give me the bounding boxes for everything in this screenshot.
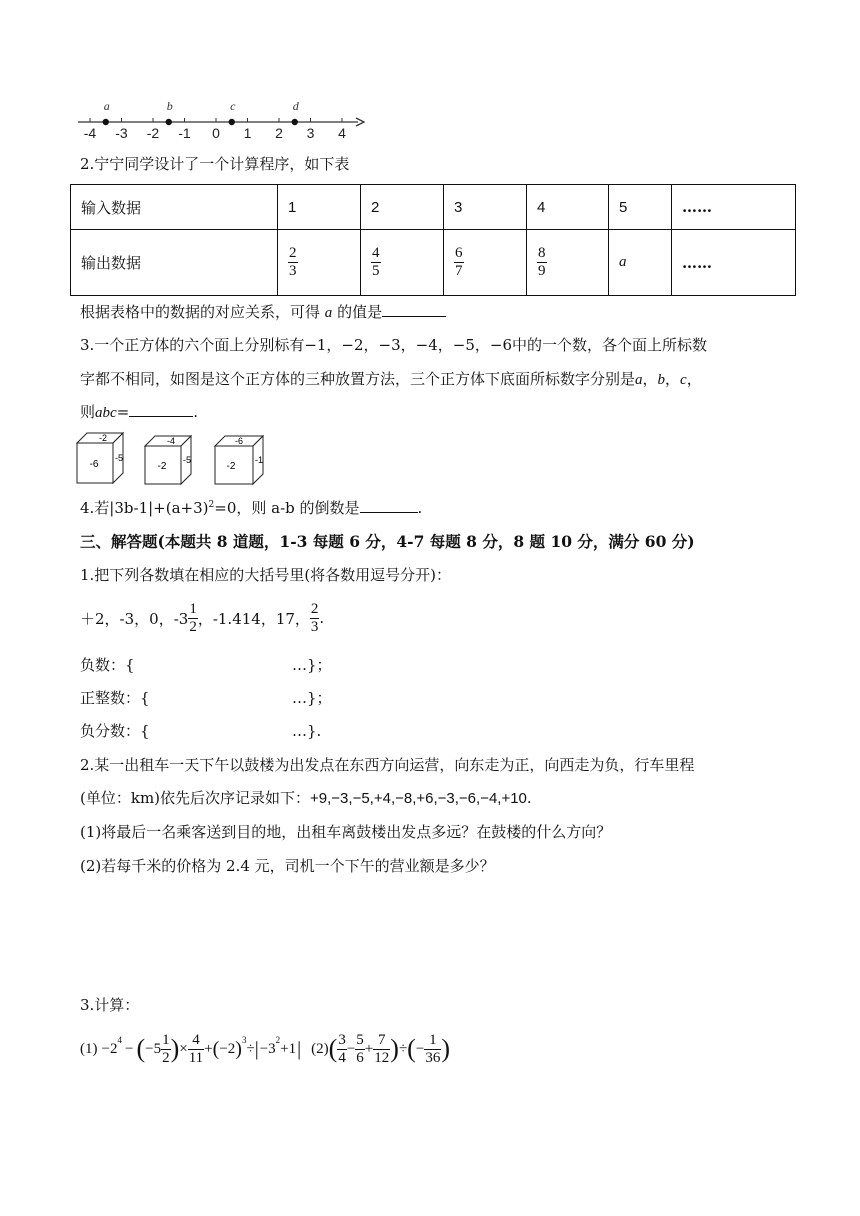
input-cell: 5 bbox=[609, 185, 672, 230]
answer-blank[interactable] bbox=[360, 512, 418, 513]
q3-line2: 字都不相同，如图是这个正方体的三种放置方法，三个正方体下底面所标数字分别是a，b，c， bbox=[80, 370, 702, 388]
number-line-tick-label: -3 bbox=[115, 125, 128, 141]
s2-q1: (1)将最后一名乘客送到目的地，出租车离鼓楼出发点多远？在鼓楼的什么方向？ bbox=[80, 823, 612, 841]
cube-side-label: -5 bbox=[114, 453, 124, 463]
input-header: 输入数据 bbox=[71, 185, 278, 230]
number-line-tick-label: 3 bbox=[306, 125, 315, 141]
s2-line2: (单位：km)依先后次序记录如下：+9,−3,−5,+4,−8,+6,−3,−6,−4,+10. bbox=[80, 789, 532, 807]
answer-blank[interactable] bbox=[382, 316, 446, 317]
cube-top-label: -2 bbox=[98, 433, 108, 443]
output-fraction: $\frac{4}{5}$ bbox=[372, 245, 380, 279]
fraction: $\frac{7}{12}$ bbox=[374, 1031, 390, 1066]
s2-line1: 2.某一出租车一天下午以鼓楼为出发点在东西方向运营，向东走为正，向西走为负，行车里程 bbox=[80, 756, 695, 774]
s1-intro: 1.把下列各数填在相应的大括号里(将各数用逗号分开)： bbox=[80, 566, 452, 584]
program-table bbox=[70, 184, 796, 296]
output-fraction: $\frac{8}{9}$ bbox=[538, 245, 546, 279]
number-line-point-label: c bbox=[230, 99, 236, 113]
fraction: $\frac{5}{6}$ bbox=[356, 1031, 364, 1066]
cube-top-label: -6 bbox=[234, 436, 244, 446]
cube-top-label: -4 bbox=[166, 436, 176, 446]
cube-1 bbox=[77, 433, 123, 483]
fraction: $\frac{2}{3}$ bbox=[310, 600, 319, 635]
number-line-tick-label: 1 bbox=[243, 125, 252, 141]
number-line-tick-label: -4 bbox=[83, 125, 97, 141]
output-fraction: $\frac{6}{7}$ bbox=[455, 245, 463, 279]
output-header: 输出数据 bbox=[71, 230, 278, 296]
number-line-tick-label: 2 bbox=[275, 125, 283, 141]
set-negative: 负数：{ …}； bbox=[80, 656, 332, 674]
q4-text: 4.若$|3b-1|+(a+3)^2=0$，则 a-b 的倒数是 . bbox=[80, 499, 423, 517]
mixed-fraction: $\frac{1}{2}$ bbox=[189, 600, 197, 635]
number-line-point-label: b bbox=[166, 99, 173, 113]
q3-line1: 3.一个正方体的六个面上分别标有−1，−2，−3，−4，−5，−6中的一个数，各个面上所标数 bbox=[80, 336, 707, 354]
output-more: …… bbox=[672, 230, 796, 296]
number-line-tick-label: -1 bbox=[178, 125, 191, 141]
cube-figures bbox=[74, 430, 274, 486]
cube-3 bbox=[215, 436, 263, 484]
input-cell: 1 bbox=[278, 185, 361, 230]
cube-side-label: -1 bbox=[254, 455, 264, 465]
number-line-point-label: d bbox=[292, 99, 299, 113]
section-title: 三、解答题(本题共 8 道题，1-3 每题 6 分，4-7 每题 8 分，8 题 10 分，满分 60 分) bbox=[80, 532, 695, 551]
cube-front-label: -2 bbox=[157, 461, 167, 472]
fraction: $\frac{3}{4}$ bbox=[338, 1031, 346, 1066]
s3-title: 3.计算： bbox=[80, 996, 140, 1014]
cube-front-label: -2 bbox=[226, 461, 236, 472]
set-positive-integer: 正整数：{ …}； bbox=[80, 689, 332, 707]
output-var: a bbox=[609, 230, 672, 296]
number-line-point bbox=[166, 119, 172, 125]
number-line-tick-label: 0 bbox=[212, 125, 220, 141]
s2-q2: (2)若每千米的价格为 2.4 元，司机一个下午的营业额是多少？ bbox=[80, 857, 495, 875]
cube-front-label: -6 bbox=[89, 459, 99, 470]
input-cell: 4 bbox=[527, 185, 609, 230]
number-line-tick-label: -2 bbox=[146, 125, 160, 141]
s1-numbers: ＋2，-3，0，-3 $\frac{1}{2}$ ，-1.414，17， $\frac{2}{3}$ . bbox=[80, 600, 325, 635]
number-line-tick-label: 4 bbox=[338, 125, 346, 141]
number-line-point bbox=[103, 119, 109, 125]
fraction: $\frac{1}{36}$ bbox=[425, 1031, 441, 1066]
fraction: $\frac{4}{11}$ bbox=[188, 1031, 204, 1066]
q3-line3: 则abc= . bbox=[80, 403, 199, 421]
input-cell: 2 bbox=[361, 185, 444, 230]
number-line-point bbox=[292, 119, 298, 125]
number-line-point-label: a bbox=[103, 99, 110, 113]
answer-blank[interactable] bbox=[129, 416, 193, 417]
s3-expressions: (1) −2 $^4$ − ( −5 $\frac{1}{2}$ ) × $\frac{4}{11}$ + ( −2 ) $^3$ ÷ | −3 $^2$ +1 | (2) ( $\frac{3}{4}$ − $\frac{5}{6}$ + $\frac{7}{12}$ ) ÷ ( − $\frac{1}{36}$ ) bbox=[80, 1031, 450, 1066]
q2-question: 根据表格中的数据的对应关系，可得 a 的值是 bbox=[80, 301, 446, 322]
mixed-fraction: $\frac{1}{2}$ bbox=[162, 1031, 170, 1066]
cube-2 bbox=[145, 436, 191, 484]
input-cell: 3 bbox=[444, 185, 527, 230]
output-fraction: $\frac{2}{3}$ bbox=[289, 245, 297, 279]
q2-intro: 2.宁宁同学设计了一个计算程序，如下表 bbox=[80, 155, 350, 173]
input-cell: …… bbox=[672, 185, 796, 230]
number-line bbox=[72, 96, 372, 142]
set-negative-fraction: 负分数：{ …}. bbox=[80, 722, 322, 740]
number-line-point bbox=[229, 119, 235, 125]
cube-side-label: -5 bbox=[182, 455, 192, 465]
